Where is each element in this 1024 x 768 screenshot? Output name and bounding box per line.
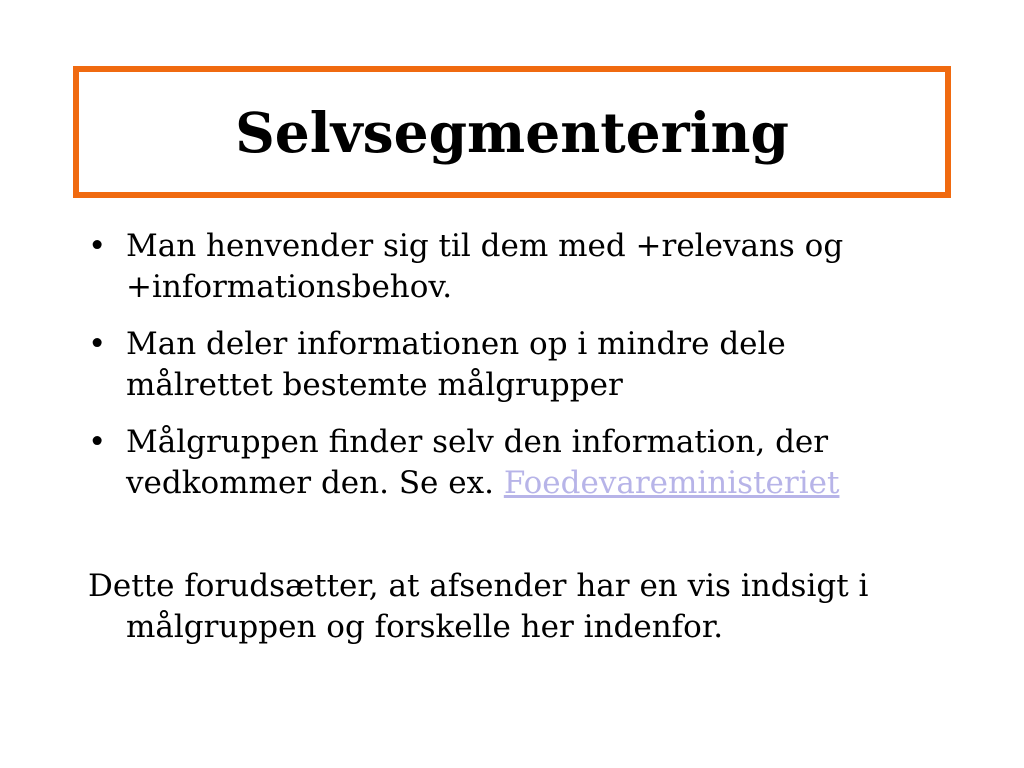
bullet-text: Man deler informationen op i mindre dele målrettet bestemte målgrupper (126, 326, 786, 403)
slide-title-box (73, 66, 951, 198)
bullet-item-split-information (88, 324, 938, 406)
foedevareministeriet-link[interactable]: Foedevareministeriet (503, 465, 840, 501)
slide-title: Selvsegmentering (235, 99, 789, 165)
bullet-list (88, 226, 938, 520)
bullet-icon: • (88, 228, 107, 264)
bullet-text: Målgruppen finder selv den information, der vedkommer den. Se ex. (126, 424, 829, 501)
bullet-text: Man henvender sig til dem med +relevans og +informationsbehov. (126, 228, 844, 305)
bullet-icon: • (88, 424, 107, 460)
bullet-item-target-group (88, 422, 938, 504)
bullet-icon: • (88, 326, 107, 362)
slide-note: Dette forudsætter, at afsender har en vis indsigt i målgruppen og forskelle her indenfor. (88, 568, 869, 645)
bullet-item-relevance (88, 226, 938, 308)
